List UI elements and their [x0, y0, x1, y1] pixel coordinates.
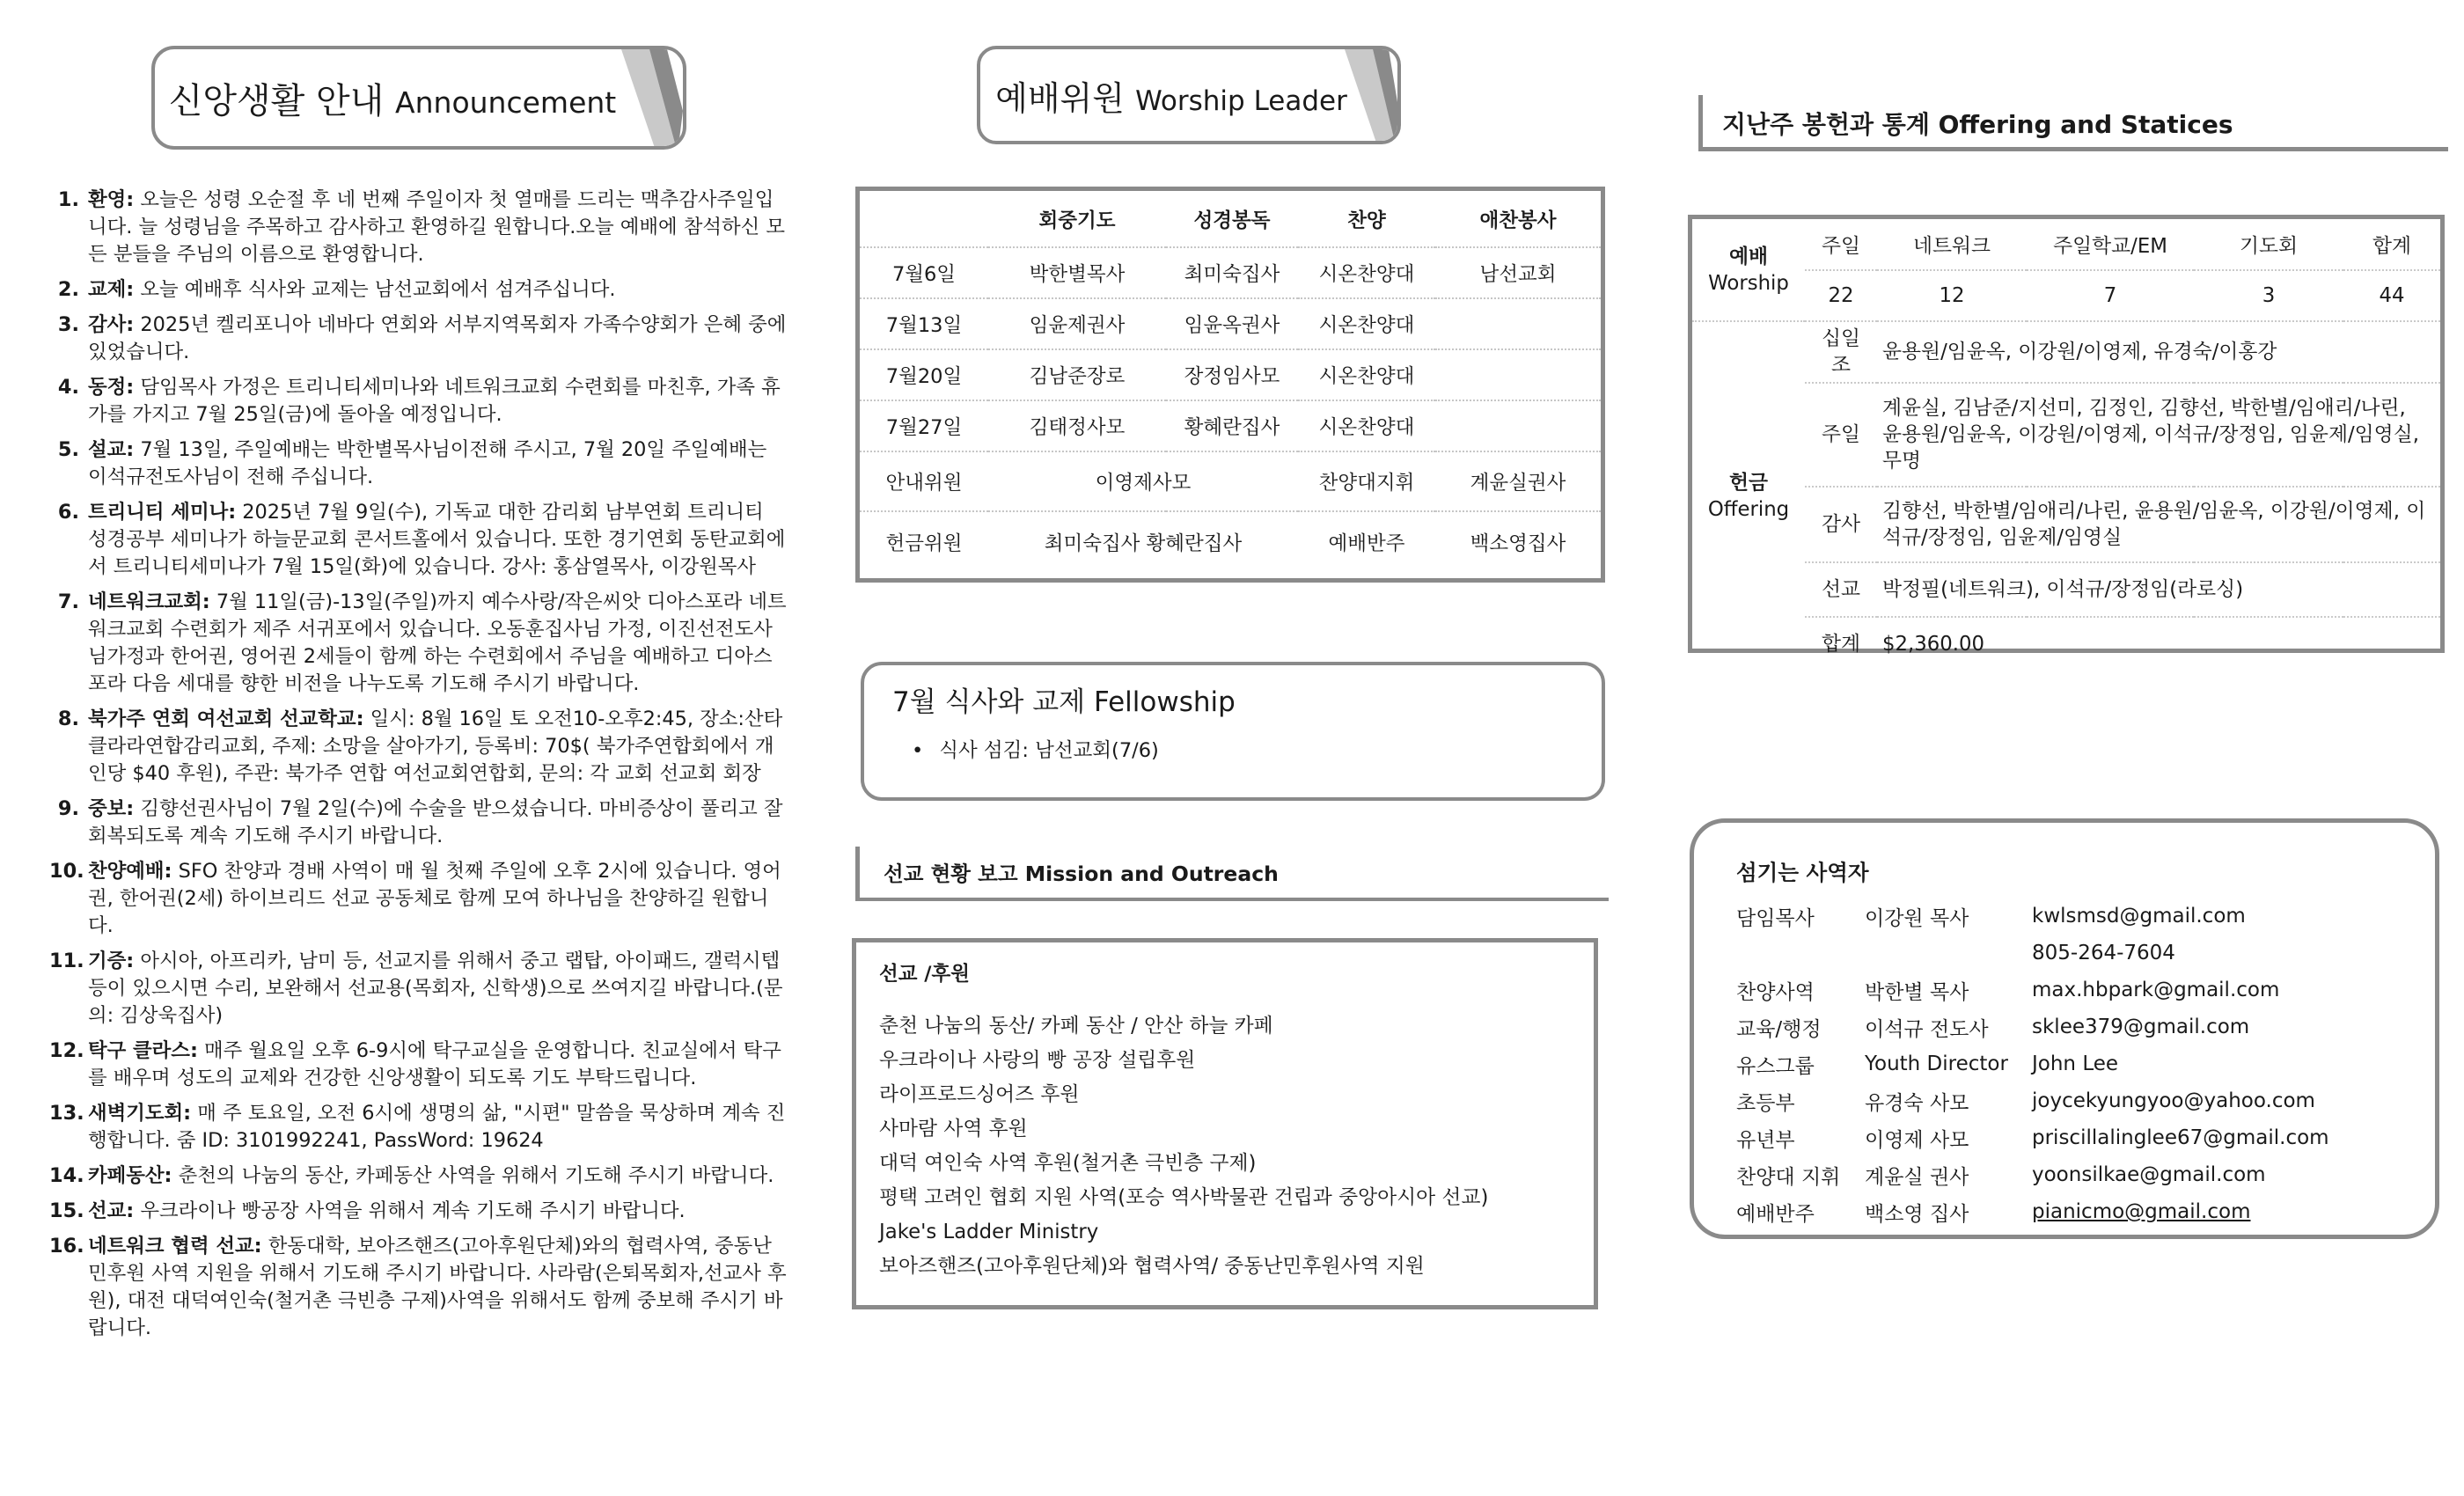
mission-title: 선교 현황 보고 Mission and Outreach — [884, 862, 1279, 886]
table-cell: 최미숙집사 황혜란집사 — [988, 511, 1298, 571]
table-cell: 남선교회 — [1435, 247, 1601, 298]
table-cell: 선교 — [1805, 562, 1877, 617]
table-row — [860, 298, 1601, 349]
table-header-row — [860, 191, 1601, 247]
list-item: 15. 선교: 우크라이나 빵공장 사역을 위해서 계속 기도해 주시기 바랍니다. — [49, 1199, 686, 1222]
list-item: 7. 네트워크교회: 7월 11일(금)-13일(주일)까지 예수사랑/작은씨앗 디아스포라 네트워크교회 수련회가 제주 서귀포에서 있습니다. 오동훈집사님 가정, 이진선전도사님가정과 한어권, 영어권 2세들이 함께 하는 수련회에서 주님을 예배하고 디아스포라 다음 세대를 향한 비전을 나누도록 기도해 주시기 바랍니다. — [57, 590, 787, 695]
mission-header — [855, 847, 1609, 901]
staff-row — [1736, 1193, 2393, 1230]
list-item: Jake's Ladder Ministry — [879, 1221, 1099, 1243]
list-item: 2. 교제: 오늘 예배후 식사와 교제는 남선교회에서 섬겨주십니다. — [57, 278, 616, 301]
table-cell: 최미숙집사 — [1166, 247, 1298, 298]
offering-header — [1698, 95, 2448, 151]
mission-box — [852, 938, 1598, 1309]
column-header: 찬양 — [1347, 209, 1386, 232]
table-cell: 7월13일 — [860, 298, 988, 349]
announcement-title-en: Announcement — [395, 84, 617, 120]
offering-table — [1692, 219, 2440, 670]
staff-name: 이석규 전도사 — [1865, 1017, 1989, 1041]
worship-leader-table — [860, 191, 1601, 571]
column-header: 주일 — [1821, 235, 1861, 258]
table-row — [860, 511, 1601, 571]
list-item: 4. 동정: 담임목사 가정은 트리니티세미나와 네트워크교회 수련회를 마친후, 가족 휴가를 가지고 7월 25일(금)에 돌아올 예정입니다. — [57, 376, 781, 426]
fellowship-title: 7월 식사와 교제 Fellowship — [892, 686, 1236, 718]
list-item: 대덕 여인숙 사역 후원(철거촌 극빈층 구제) — [879, 1152, 1257, 1175]
list-item: 11. 기증: 아시아, 아프리카, 남미 등, 선교지를 위해서 중고 랩탑, 아이패드, 갤럭시텝 등이 있으시면 수리, 보완해서 선교용(목회자, 신학생)으로 쓰여지길 바랍니다.(문의: 김상욱집사) — [49, 950, 783, 1027]
table-row — [1692, 321, 2440, 383]
table-cell: 임윤옥권사 — [1166, 298, 1298, 349]
list-item: 평택 고려인 협회 지원 사역(포승 역사박물관 건립과 중앙아시아 선교) — [879, 1186, 1489, 1209]
table-cell: 주일 — [1805, 383, 1877, 487]
staff-row — [1736, 1156, 2393, 1193]
staff-email-link[interactable]: pianicmo@gmail.com — [2032, 1200, 2251, 1223]
table-cell: 감사 — [1805, 487, 1877, 562]
page-fold-icon — [604, 49, 683, 150]
table-cell: 44 — [2343, 270, 2440, 321]
list-item: 9. 중보: 김향선권사님이 7월 2일(수)에 수술을 받으셨습니다. 마비증상이 풀리고 잘 회복되도록 계속 기도해 주시기 바랍니다. — [57, 797, 783, 847]
staff-role: 유스그룹 — [1736, 1054, 1815, 1078]
table-cell: 윤용원/임윤옥, 이강원/이영제, 유경숙/이홍강 — [1877, 321, 2440, 383]
table-cell: 합계 — [1805, 617, 1877, 670]
staff-name: 백소영 집사 — [1865, 1202, 1969, 1226]
table-cell: 이영제사모 — [988, 451, 1298, 511]
staff-role: 찬양사역 — [1736, 980, 1815, 1004]
list-item: 춘천 나눔의 동산/ 카페 동산 / 안산 하늘 카페 — [879, 1015, 1273, 1038]
staff-role: 예배반주 — [1736, 1202, 1815, 1226]
column-header: 성경봉독 — [1193, 209, 1271, 232]
table-row — [1692, 270, 2440, 321]
staff-contact[interactable]: yoonsilkae@gmail.com — [2032, 1163, 2266, 1186]
table-cell: 계윤실권사 — [1435, 451, 1601, 511]
announcement-header — [151, 46, 686, 150]
table-cell: 김남준장로 — [988, 349, 1166, 400]
list-item: 라이프로드싱어즈 후원 — [879, 1083, 1080, 1106]
offering-title: 지난주 봉헌과 통계 Offering and Statices — [1722, 110, 2233, 139]
table-row — [1692, 383, 2440, 487]
mission-subtitle: 선교 /후원 — [879, 963, 970, 986]
page-fold-icon — [1318, 49, 1397, 144]
table-cell: 김태정사모 — [988, 400, 1166, 451]
staff-role: 유년부 — [1736, 1128, 1795, 1152]
list-item: 우크라이나 사랑의 빵 공장 설립후원 — [879, 1049, 1196, 1072]
fellowship-box — [861, 662, 1605, 801]
list-item: 3. 감사: 2025년 켈리포니아 네바다 연회와 서부지역목회자 가족수양회가 은혜 중에 있었습니다. — [57, 313, 787, 363]
staff-row — [1736, 1008, 2393, 1045]
staff-phone: 805-264-7604 — [2032, 942, 2175, 964]
table-cell: 십일조 — [1805, 321, 1877, 383]
worship-leader-table-box — [855, 187, 1605, 583]
list-item: 10. 찬양예배: SFO 찬양과 경배 사역이 매 월 첫째 주일에 오후 2시에 있습니다. 영어권, 한어권(2세) 하이브리드 선교 공동체로 함께 모여 하나님을 찬양하길 원합니다. — [49, 860, 781, 937]
table-cell: $2,360.00 — [1877, 617, 2440, 670]
staff-name: 계윤실 권사 — [1865, 1165, 1969, 1189]
table-cell: 장정임사모 — [1166, 349, 1298, 400]
staff-contact: John Lee — [2032, 1052, 2119, 1075]
table-cell — [1435, 400, 1601, 451]
table-cell: 시온찬양대 — [1298, 247, 1435, 298]
announcement-title — [169, 73, 669, 123]
staff-title: 섬기는 사역자 — [1736, 860, 1869, 885]
list-item: 14. 카페동산: 춘천의 나눔의 동산, 카페동산 사역을 위해서 기도해 주시기 바랍니다. — [49, 1164, 774, 1187]
staff-role: 교육/행정 — [1736, 1017, 1822, 1041]
staff-row — [1736, 898, 2393, 935]
staff-role: 담임목사 — [1736, 906, 1815, 930]
column-header: 기도회 — [2239, 235, 2299, 258]
worship-title-en: Worship Leader — [1135, 84, 1347, 117]
table-cell: 계윤실, 김남준/지선미, 김정인, 김향선, 박한별/임애리/나린, 윤용원/임윤옥, 이강원/이영제, 이석규/장정임, 임윤제/임영실, 무명 — [1877, 383, 2440, 487]
announcement-list — [49, 187, 788, 1350]
table-cell: 임윤제권사 — [988, 298, 1166, 349]
table-header-row — [1692, 219, 2440, 270]
list-item: 13. 새벽기도회: 매 주 토요일, 오전 6시에 생명의 삶, "시편" 말씀을 묵상하며 계속 진행합니다. 줌 ID: 3101992241, PassWord: 19624 — [49, 1102, 786, 1152]
announcement-title-ko: 신앙생활 안내 — [168, 80, 385, 121]
staff-row — [1736, 1082, 2393, 1119]
list-item: 1. 환영: 오늘은 성령 오순절 후 네 번째 주일이자 첫 열매를 드리는 맥추감사주일입니다. 늘 성령님을 주목하고 감사하고 환영하길 원합니다.오늘 예배에 참석하신 모든 분들을 주님의 이름으로 환영합니다. — [57, 188, 786, 266]
staff-role: 찬양대 지휘 — [1736, 1165, 1841, 1189]
staff-row — [1736, 1119, 2393, 1156]
table-cell: 7월20일 — [860, 349, 988, 400]
staff-role: 초등부 — [1736, 1091, 1795, 1115]
staff-name: 이영제 사모 — [1865, 1128, 1969, 1152]
table-cell: 김향선, 박한별/임애리/나린, 윤용원/임윤옥, 이강원/이영제, 이석규/장정임, 임윤제/임영실 — [1877, 487, 2440, 562]
staff-contact[interactable]: kwlsmsd@gmail.com — [2032, 905, 2246, 928]
staff-contact[interactable]: priscillalinglee67@gmail.com — [2032, 1126, 2329, 1149]
staff-row — [1736, 972, 2393, 1008]
table-cell: 헌금위원 — [860, 511, 988, 571]
table-cell: 시온찬양대 — [1298, 349, 1435, 400]
table-row — [1692, 487, 2440, 562]
table-row — [860, 400, 1601, 451]
worship-section-label: 예배 Worship — [1708, 245, 1789, 295]
list-item: • 식사 섬김: 남선교회(7/6) — [938, 735, 1573, 763]
staff-row — [1736, 935, 2393, 972]
list-item: 16. 네트워크 협력 선교: 한동대학, 보아즈핸즈(고아후원단체)와의 협력사역, 중동난민후원 사역 지원을 위해서 기도해 주시기 바랍니다. 사라람(은퇴목회자,선교사 후원), 대전 대덕여인숙(철거촌 극빈층 구제)사역을 위해서도 함께 중보해 주시기 바랍니다. — [49, 1235, 787, 1339]
staff-name: 유경숙 사모 — [1865, 1091, 1969, 1115]
table-cell: 예배반주 — [1298, 511, 1435, 571]
staff-contact[interactable]: joycekyungyoo@yahoo.com — [2032, 1089, 2315, 1112]
staff-box — [1690, 818, 2439, 1239]
list-item: 12. 탁구 클라스: 매주 월요일 오후 6-9시에 탁구교실을 운영합니다. 친교실에서 탁구를 배우며 성도의 교제와 건강한 신앙생활이 되도록 기도 부탁드립니다. — [49, 1039, 781, 1089]
table-cell: 안내위원 — [860, 451, 988, 511]
offering-section-label: 헌금 Offering — [1692, 321, 1805, 670]
table-cell: 3 — [2194, 270, 2343, 321]
table-row — [860, 247, 1601, 298]
table-row — [860, 349, 1601, 400]
table-cell — [1435, 298, 1601, 349]
worship-title-ko: 예배위원 — [995, 78, 1125, 118]
table-cell: 찬양대지휘 — [1298, 451, 1435, 511]
table-cell: 박정필(네트워크), 이석규/장정임(라로싱) — [1877, 562, 2440, 617]
table-row — [1692, 617, 2440, 670]
table-cell: 12 — [1877, 270, 2027, 321]
table-cell: 백소영집사 — [1435, 511, 1601, 571]
column-header: 애찬봉사 — [1479, 209, 1557, 232]
fellowship-list — [938, 735, 1573, 763]
table-cell: 황혜란집사 — [1166, 400, 1298, 451]
list-item: 보아즈핸즈(고아후원단체)와 협력사역/ 중동난민후원사역 지원 — [879, 1255, 1425, 1278]
worship-leader-header — [977, 46, 1401, 144]
list-item: 6. 트리니티 세미나: 2025년 7월 9일(수), 기독교 대한 감리회 남부연회 트리니티 성경공부 세미나가 하늘문교회 콘서트홀에서 있습니다. 또한 경기연회 동탄교회에서 트리니티세미나가 7월 15일(화)에 있습니다. 강사: 홍삼열목사, 이강원목사 — [57, 501, 786, 578]
column-header: 네트워크 — [1912, 235, 1991, 258]
staff-name: 박한별 목사 — [1865, 980, 1969, 1004]
offering-table-box — [1688, 215, 2445, 656]
table-cell: 박한별목사 — [988, 247, 1166, 298]
staff-contact[interactable]: sklee379@gmail.com — [2032, 1016, 2250, 1038]
table-cell: 시온찬양대 — [1298, 400, 1435, 451]
list-item: 사마람 사역 후원 — [879, 1118, 1028, 1140]
list-item: 8. 북가주 연회 여선교회 선교학교: 일시: 8월 16일 토 오전10-오후2:45, 장소:산타클라라연합감리교회, 주제: 소망을 살아가기, 등록비: 70$( 북가주연합회에서 개인당 $40 후원), 주관: 북가주 연합 여선교회연합회, 문의: 각 교회 선교회 회장 — [57, 708, 783, 785]
table-row — [860, 451, 1601, 511]
table-cell: 7 — [2027, 270, 2194, 321]
table-cell: 7월6일 — [860, 247, 988, 298]
list-item: 5. 설교: 7월 13일, 주일예배는 박한별목사님이전해 주시고, 7월 20일 주일예배는 이석규전도사님이 전해 주십니다. — [57, 438, 767, 488]
column-header: 주일학교/EM — [2053, 235, 2167, 258]
staff-name: Youth Director — [1865, 1052, 2008, 1075]
table-cell: 7월27일 — [860, 400, 988, 451]
column-header: 회중기도 — [1038, 209, 1116, 232]
table-cell — [1435, 349, 1601, 400]
table-cell: 22 — [1805, 270, 1877, 321]
staff-row — [1736, 1045, 2393, 1082]
table-row — [1692, 562, 2440, 617]
table-cell: 시온찬양대 — [1298, 298, 1435, 349]
staff-contact[interactable]: max.hbpark@gmail.com — [2032, 979, 2280, 1001]
staff-name: 이강원 목사 — [1865, 906, 1969, 930]
column-header: 합계 — [2372, 235, 2412, 258]
